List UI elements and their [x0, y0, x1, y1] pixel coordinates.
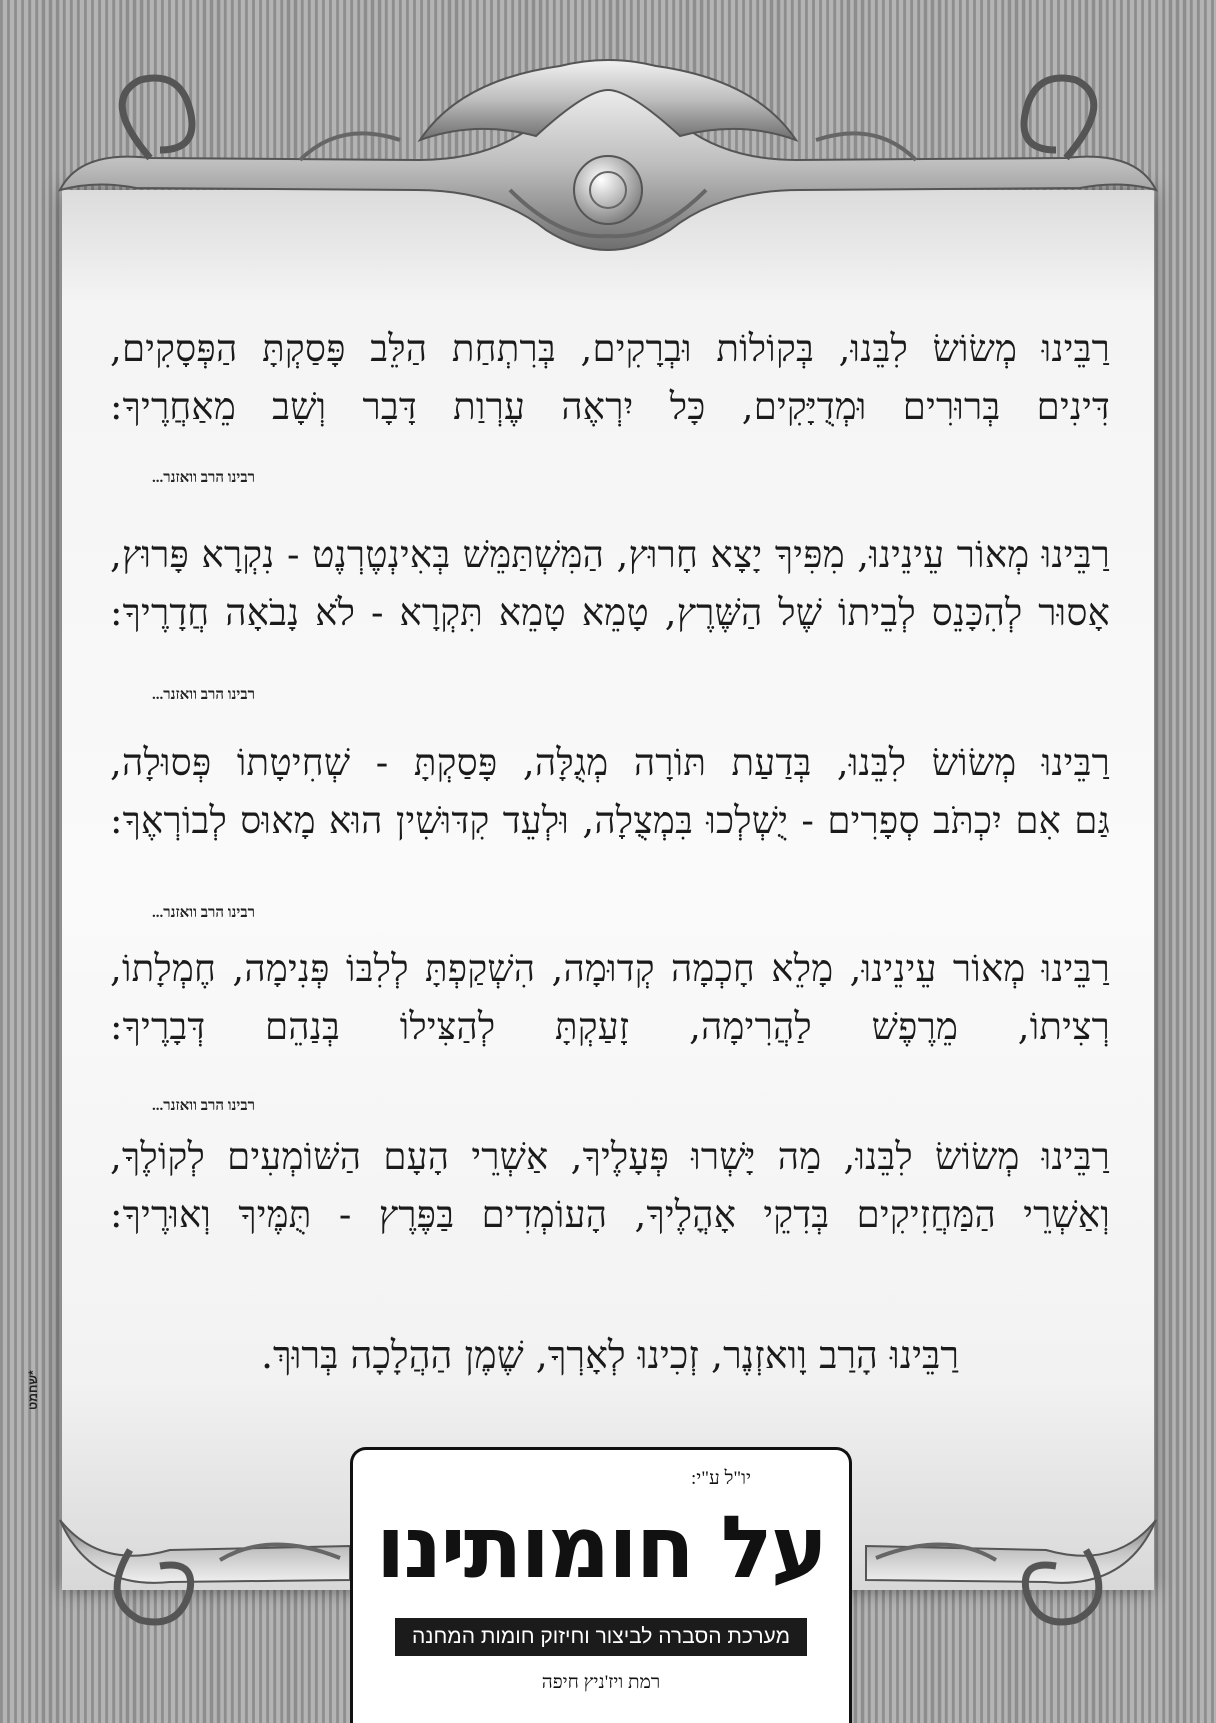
closing-line: רַבֵּינוּ הָרַב וָואזְנֶר, זְכִינוּ לְאָרְךָ, שֶׁמֶן הַהֲלָכָה בְּרוּךְ.: [260, 1333, 960, 1377]
stanza-4: [110, 940, 1110, 1056]
stanza-3: [110, 734, 1110, 850]
poem-line: רַבֵּינוּ מְשׂוֹשׂ לִבֵּנוּ, בְּדַעַת תּוֹרָה מְגֻלָּה, פָּסַקְתָּ - שְׁחִיטָתוֹ פְּסוּלָה,: [110, 741, 1110, 784]
stanza-signature: רבינו הרב וואזנר...: [152, 687, 255, 703]
stanza-signature: רבינו הרב וואזנר...: [152, 905, 255, 921]
publisher-location: רמת ויז'ניץ חיפה: [541, 1672, 661, 1693]
publisher-badge: [350, 1447, 852, 1723]
publisher-subtitle: מערכת הסברה לביצור וחיזוק חומות המחנה: [395, 1618, 807, 1656]
poem-line: רַבֵּינוּ מְשׂוֹשׂ לִבֵּנוּ, בְּקוֹלוֹת וּבְרָקִים, בְּרִתְחַת הַלֵּב פָּסַקְתָּ הַפְּסָקִים,: [110, 327, 1110, 370]
poem-line: דִּינִים בְּרוּרִים וּמְדֻיָּקִים, כָּל יִרְאֶה עֶרְוַת דָּבָר וְשָׁב מֵאַחֲרֶיךָ:: [110, 385, 1110, 428]
top-scroll-ornament: [40, 40, 1176, 270]
poem-line: רַבֵּינוּ מְאוֹר עֵינֵינוּ, מִפִּיךָ יָצָא חָרוּץ, הַמִּשְׁתַּמֵּשׁ בְּאִינְטֶרְנֶט - נִקְרָא פָּרוּץ,: [110, 533, 1110, 576]
poem-line: רַבֵּינוּ מְאוֹר עֵינֵינוּ, מָלֵא חָכְמָה קְדוּמָה, הִשְׁקַפְתָּ לְלִבּוֹ פְּנִימָה, חֶמְלָתוֹ,: [110, 947, 1110, 990]
published-by-caption: יו"ל ע"י:: [690, 1468, 751, 1489]
stanza-1: [110, 320, 1110, 436]
poem-line: אָסוּר לְהִכָּנֵס לְבֵיתוֹ שֶׁל הַשֶּׁרֶץ, טָמֵא טָמֵא תִּקְרָא - לֹא נָבֹאָה חֲדָרֶיךָ:: [110, 591, 1110, 634]
publisher-title: על חומותינו: [375, 1498, 827, 1598]
stanza-signature: רבינו הרב וואזנר...: [152, 470, 255, 486]
poem-line: וְאַשְׁרֵי הַמַּחֲזִיקִים בְּדִקֵי אָהֳלֶיךָ, הָעוֹמְדִים בַּפֶּרֶץ - תֻּמֶּיךָ וְאוּרֶיךָ:: [110, 1193, 1110, 1236]
poem-line: גַּם אִם יִכְתֹּב סְפָרִים - יֻשְׁלְכוּ בִּמְצֻלָה, וּלְעֵד קִדּוּשִׁין הוּא מָאוּס לְבוֹרְאֶךָ:: [110, 799, 1110, 842]
stanza-signature: רבינו הרב וואזנר...: [152, 1098, 255, 1114]
poem-line: רְצִיתוֹ, מֵרֶפֶשׁ לַהֲרִימָה, זָעַקְתָּ לְהַצִּילוֹ בְּנַהֵם דְּבָרֶיךָ:: [110, 1005, 1110, 1048]
designer-credit: שחמט*: [26, 1370, 40, 1410]
poem-line: רַבֵּינוּ מְשׂוֹשׂ לִבֵּנוּ, מַה יָּשְׁרוּ פְּעָלֶיךָ, אַשְׁרֵי הָעָם הַשּׁוֹמְעִים לְקוֹלֶךָ,: [110, 1135, 1110, 1178]
stanza-5: [110, 1128, 1110, 1244]
stanza-2: [110, 526, 1110, 642]
